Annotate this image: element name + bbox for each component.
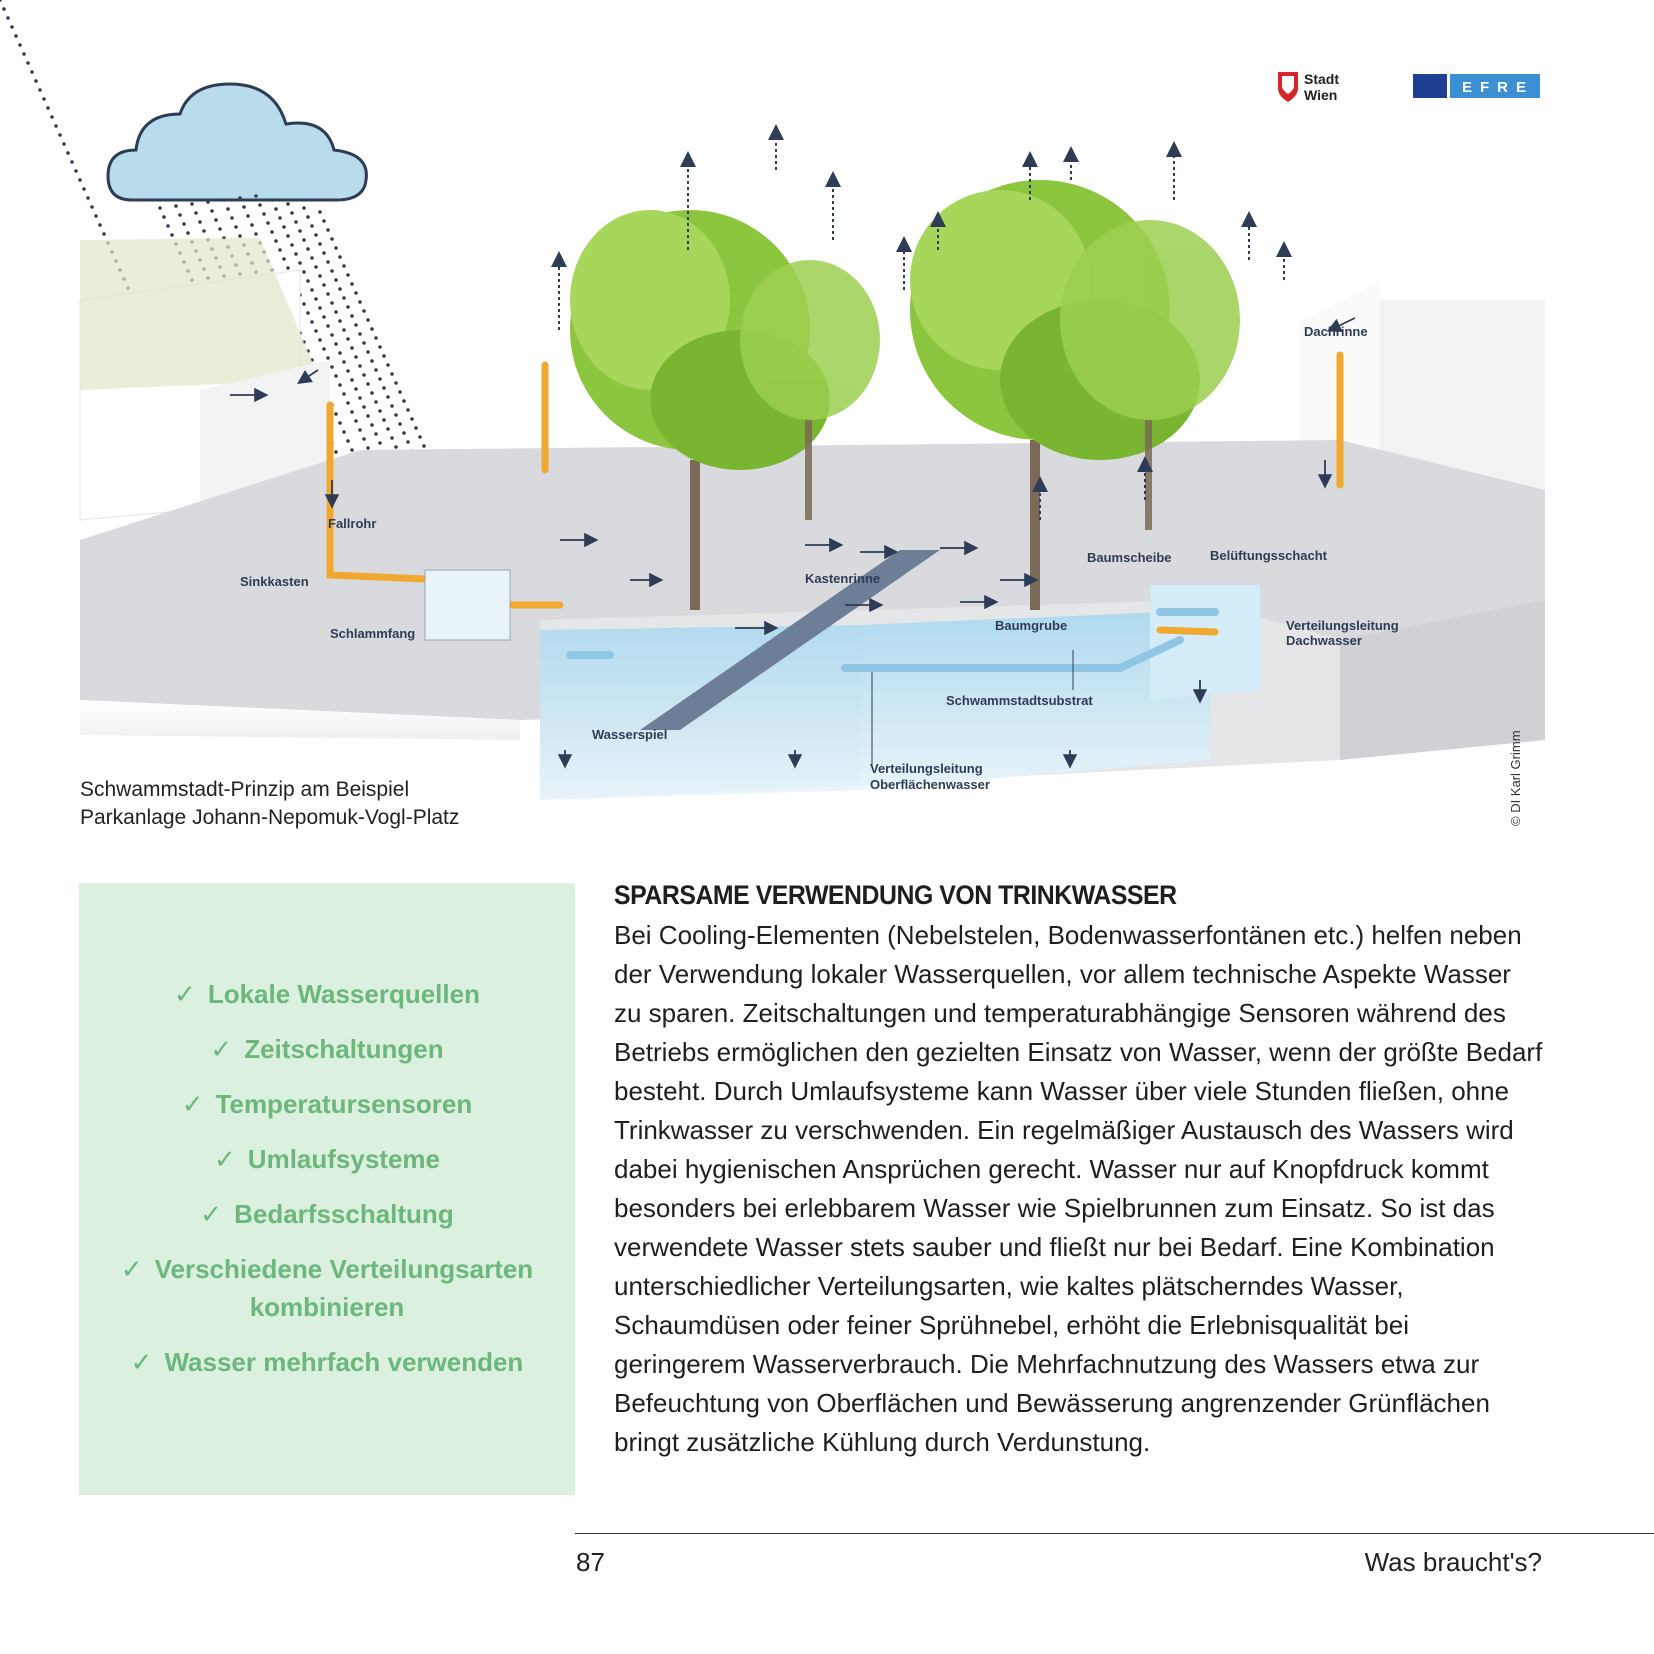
list-item: ✓ Bedarfsschaltung <box>200 1199 454 1229</box>
cloud-icon <box>108 84 366 200</box>
check-icon: ✓ <box>181 1089 204 1119</box>
list-item: ✓ Umlaufsysteme <box>214 1144 440 1174</box>
list-item: ✓ Verschiedene Verteilungsarten kombinieren <box>120 1254 534 1322</box>
figure-caption <box>80 776 459 832</box>
label-belueftungsschacht: Belüftungsschacht <box>1210 548 1328 563</box>
label-wasserspiel: Wasserspiel <box>592 727 668 742</box>
check-icon: ✓ <box>210 1034 233 1064</box>
svg-text:EFRE: EFRE <box>1462 79 1535 96</box>
label-dachwasser: Dachwasser <box>1286 633 1362 648</box>
checklist <box>79 975 575 1398</box>
label-verteilungsleitung-ober: Verteilungsleitung <box>870 761 983 776</box>
label-schlammfang: Schlammfang <box>330 626 416 641</box>
label-sinkkasten: Sinkkasten <box>240 574 309 589</box>
label-oberflaechenwasser: Oberflächenwasser <box>870 777 990 792</box>
page-number: 87 <box>576 1547 605 1577</box>
article <box>614 876 1544 1462</box>
article-body: Bei Cooling-Elementen (Nebelstelen, Bodenwasserfontänen etc.) helfen neben der Verwendung lokaler Wasserquellen, vor allem technische Aspekte Wasser zu sparen. Zeitschaltungen und temperaturabhängige Sensoren während des Betriebs ermöglichen den gezielten Einsatz von Wasser, wenn der größte Bedarf besteht. Durch Umlaufsysteme kann Wasser über viele Stunden fließen, ohne Trinkwasser zu verschwenden. Ein regelmäßiger Austausch des Wassers wird dabei hygienischen Ansprüchen gerecht. Wasser nur auf Knopfdruck kommt besonders bei erlebbarem Wasser wie Spielbrunnen zum Einsatz. So ist das verwendete Wasser stets sauber und fließt nur bei Bedarf. Eine Kombination unterschiedlicher Verteilungsarten, wie kaltes plätscherndes Wasser, Schaumdüsen oder feiner Sprühnebel, erhöht die Erlebnisqualität bei geringerem Wasserverbrauch. Die Mehrfachnutzung des Wassers etwa zur Befeuchtung von Oberflächen und Bewässerung angrenzender Grünflächen bringt zusätzliche Kühlung durch Verdunstung. <box>614 920 1543 1457</box>
check-icon: ✓ <box>130 1347 153 1377</box>
label-baumgrube: Baumgrube <box>995 618 1068 633</box>
label-dachrinne: Dachrinne <box>1304 324 1368 339</box>
check-icon: ✓ <box>174 979 196 1009</box>
efre-logo <box>1413 74 1540 98</box>
list-item: ✓ Zeitschaltungen <box>210 1034 444 1064</box>
caption-line: Schwammstadt-Prinzip am Beispiel <box>80 778 410 801</box>
svg-text:Stadt: Stadt <box>1304 71 1339 87</box>
label-fallrohr: Fallrohr <box>328 516 377 531</box>
label-schwammstadtsubstrat: Schwammstadtsubstrat <box>946 693 1093 708</box>
label-kastenrinne: Kastenrinne <box>805 571 881 586</box>
footer-rule <box>575 1533 1654 1534</box>
check-icon: ✓ <box>120 1254 143 1284</box>
copyright-note: © DI Karl Grimm <box>1508 730 1523 826</box>
stadt-wien-logo <box>1278 71 1339 103</box>
check-icon: ✓ <box>214 1144 236 1174</box>
running-head: Was braucht's? <box>1364 1547 1542 1577</box>
schlammfang-box <box>425 570 510 640</box>
label-baumscheibe: Baumscheibe <box>1087 550 1172 565</box>
svg-text:Wien: Wien <box>1304 87 1338 103</box>
list-item: ✓ Temperatursensoren <box>181 1089 473 1119</box>
summary-box <box>79 883 575 1495</box>
check-icon: ✓ <box>200 1199 223 1229</box>
label-verteilungsleitung-dach: Verteilungsleitung <box>1286 618 1399 633</box>
list-item: ✓ Wasser mehrfach verwenden <box>130 1347 524 1377</box>
caption-line: Parkanlage Johann-Nepomuk-Vogl-Platz <box>80 806 460 829</box>
article-heading: SPARSAME VERWENDUNG VON TRINKWASSER <box>614 880 1177 910</box>
list-item: ✓ Lokale Wasserquellen <box>174 979 480 1009</box>
